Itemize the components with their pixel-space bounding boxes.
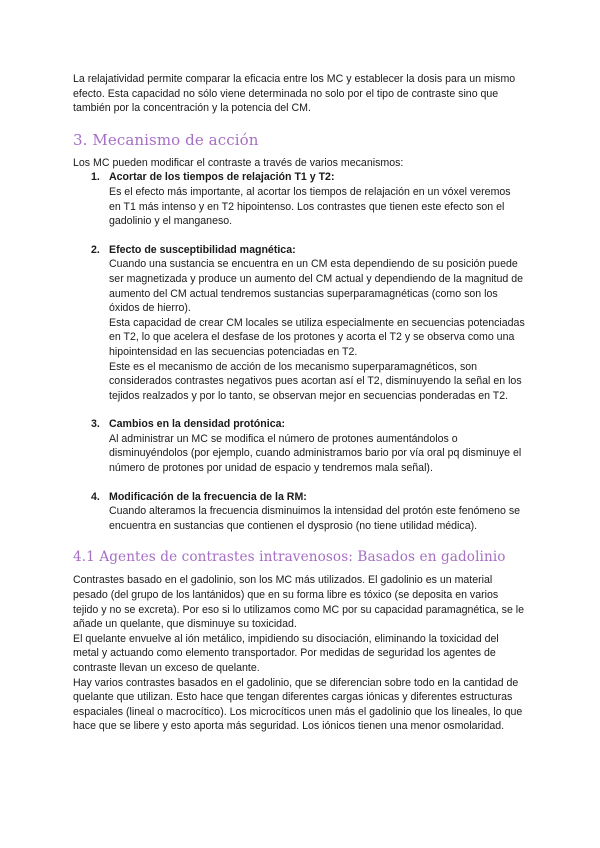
mechanism-list: [73, 170, 525, 533]
section-4-1-paragraph: Hay varios contrastes basados en el gadolinio, que se diferencian sobre todo en la cantidad de quelante que utilizan. Esto hace que tengan diferentes cargas iónicas y diferentes estructuras espaciales (lineal o macrocítico). Los microcíticos unen más el gadolinio que los lineales, lo que hace que se libere y esto aporta más seguridad. Los iónicos tienen una menor osmolaridad.: [73, 676, 523, 733]
intro-paragraph: La relajatividad permite comparar la eficacia entre los MC y establecer la dosis para un mismo efecto. Esta capacidad no sólo viene determinada no solo por el tipo de contraste sino que también por la concentración y la potencia del CM.: [73, 73, 516, 115]
list-item-text: Es el efecto más importante, al acortar los tiempos de relajación en un vóxel veremos en T1 más intenso y en T2 hipointenso. Los contrastes que tienen este efecto son el gadolinio y el manganeso.: [109, 185, 511, 228]
list-item-number: 2.: [91, 243, 100, 256]
list-item-title: Cambios en la densidad protónica:: [109, 418, 286, 431]
list-item: [73, 170, 525, 228]
list-item-text: Esta capacidad de crear CM locales se utiliza especialmente en secuencias potenciadas en T2, lo que acelera el desfase de los protones y acorta el T2 y se observa como una hipointensidad en las secuencias potenciadas en T2.: [109, 316, 525, 358]
list-item-number: 3.: [91, 418, 100, 431]
list-item: [73, 417, 525, 475]
section-4-1-heading: 4.1 Agentes de contrastes intravenosos: Basados en gadolinio: [73, 549, 506, 566]
list-item-title: Efecto de susceptibilidad magnética:: [109, 243, 296, 256]
section-4-1-paragraph: El quelante envuelve al ión metálico, impidiendo su disociación, eliminando la toxicidad del metal y actuando como elemento transportador. Por medidas de seguridad los agentes de contraste llevan un exceso de quelante.: [73, 632, 499, 674]
list-item-text: Cuando una sustancia se encuentra en un CM esta dependiendo de su posición puede ser magnetizada y produce un aumento del CM actual y dependiendo de la magnitud de aumento del CM actual tendremos sustancias superparamagnéticas (como son los óxidos de hierro).: [109, 258, 524, 315]
list-item-title: Modificación de la frecuencia de la RM:: [109, 490, 307, 503]
section-3-heading: 3. Mecanismo de acción: [73, 130, 259, 149]
list-item-number: 1.: [91, 171, 100, 184]
list-item-text: Este es el mecanismo de acción de los mecanismo superparamagnéticos, son considerados contrastes negativos pues acortan así el T2, disminuyendo la señal en los tejidos realzados y por lo tanto, se observan mejor en secuencias ponderadas en T2.: [109, 360, 522, 402]
list-item-number: 4.: [91, 490, 100, 503]
list-item: [73, 490, 525, 534]
section-4-1-paragraph: Contrastes basado en el gadolinio, son los MC más utilizados. El gadolinio es un material pesado (del grupo de los lantánidos) que en su forma libre es tóxico (se deposita en varios tejido y no se excreta). Por eso si lo utilizamos como MC por su capacidad paramagnética, se le añade un quelante, que disminuye su toxicidad.: [73, 574, 525, 631]
list-item-title: Acortar de los tiempos de relajación T1 y T2:: [109, 171, 335, 184]
section-3-lead: Los MC pueden modificar el contraste a través de varios mecanismos:: [73, 156, 404, 169]
document-page: [73, 72, 525, 734]
list-item-text: Al administrar un MC se modifica el número de protones aumentándolos o disminuyéndolos (por ejemplo, cuando administramos bario por vía oral pq disminuye el número de protones por unidad de espacio y tendremos mala señal).: [109, 432, 522, 475]
list-item-text: Cuando alteramos la frecuencia disminuimos la intensidad del protón este fenómeno se encuentra en sustancias que contienen el dysprosio (no tiene utilidad médica).: [109, 505, 521, 532]
list-item: [73, 243, 525, 404]
